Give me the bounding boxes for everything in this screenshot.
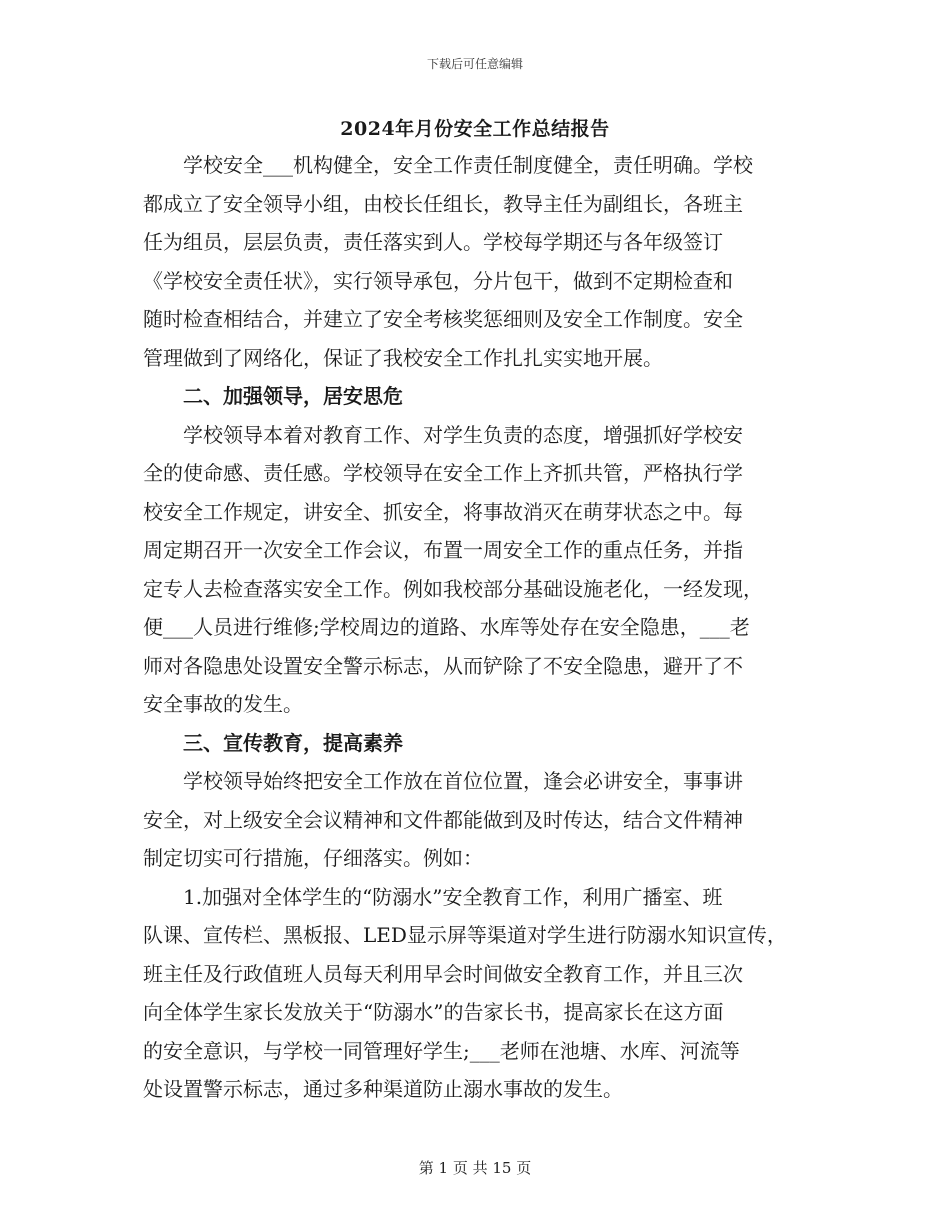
section-heading-3: 三、宣传教育，提高素养 [183,730,403,755]
body-line: 安全事故的发生。 [143,692,303,716]
section-heading-2: 二、加强领导，居安思危 [183,384,403,408]
page-header-note: 下载后可任意编辑 [426,57,523,71]
body-line: 学校领导始终把安全工作放在首位位置，逢会必讲安全，事事讲 [183,769,743,793]
body-line: 管理做到了网络化，保证了我校安全工作扎扎实实地开展。 [143,345,663,370]
body-line: 随时检查相结合，并建立了安全考核奖惩细则及安全工作制度。安全 [143,307,743,331]
body-line: 制定切实可行措施，仔细落实。例如： [143,846,483,870]
body-line: 都成立了安全领导小组，由校长任组长，教导主任为副组长，各班主 [143,191,743,216]
body-line: 定专人去检查落实安全工作。例如我校部分基础设施老化，一经发现， [143,576,763,601]
body-line: 安全，对上级安全会议精神和文件都能做到及时传达，结合文件精神 [143,807,743,832]
body-line: 学校安全___机构健全，安全工作责任制度健全，责任明确。学校 [183,153,753,177]
body-line: 师对各隐患处设置安全警示标志，从而铲除了不安全隐患，避开了不 [143,653,743,678]
body-line: 便___人员进行维修;学校周边的道路、水库等处存在安全隐患，___老 [143,615,750,639]
body-line: 《学校安全责任状》，实行领导承包，分片包干，做到不定期检查和 [143,268,733,293]
document-title: 2024年月份安全工作总结报告 [340,118,610,140]
body-line: 的安全意识，与学校一同管理好学生;___老师在池塘、水库、河流等 [143,1038,740,1063]
body-line: 全的使命感、责任感。学校领导在安全工作上齐抓共管，严格执行学 [143,461,743,485]
body-line: 任为组员，层层负责，责任落实到人。学校每学期还与各年级签订 [143,230,723,254]
page-number: 第 1 页 共 15 页 [418,1159,532,1177]
body-line: 向全体学生家长发放关于“防溺水”的告家长书，提高家长在这方面 [143,1000,724,1024]
body-line: 校安全工作规定，讲安全、抓安全，将事故消灭在萌芽状态之中。每 [143,499,743,524]
body-line: 班主任及行政值班人员每天利用早会时间做安全教育工作，并且三次 [143,961,743,986]
document-body [143,146,823,1109]
body-line: 队课、宣传栏、黑板报、LED显示屏等渠道对学生进行防溺水知识宣传， [143,923,787,947]
body-line: 学校领导本着对教育工作、对学生负责的态度，增强抓好学校安 [183,422,743,447]
list-item-1: 1.加强对全体学生的“防溺水”安全教育工作，利用广播室、班 [183,884,723,909]
body-line: 周定期召开一次安全工作会议，布置一周安全工作的重点任务，并指 [143,538,743,562]
body-line: 处设置警示标志，通过多种渠道防止溺水事故的发生。 [143,1077,623,1101]
